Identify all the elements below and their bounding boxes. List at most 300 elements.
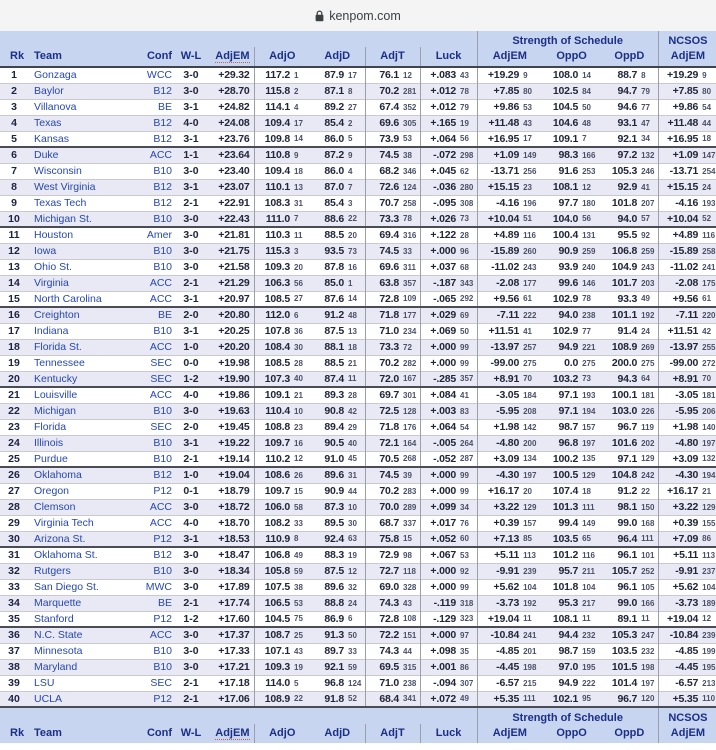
conf-link[interactable]: B12 xyxy=(153,85,172,97)
team-link[interactable]: Gonzaga xyxy=(34,69,77,82)
record-cell: 4-0 xyxy=(183,117,199,129)
luck-value: +.000 xyxy=(430,245,456,257)
ncsos-adjem-rank: 70 xyxy=(702,374,712,384)
adjd-value: 91.8 xyxy=(324,692,344,705)
oppd-rank: 275 xyxy=(637,355,658,371)
col-header-adjo[interactable]: AdjO xyxy=(254,724,310,743)
conf-link[interactable]: B10 xyxy=(153,261,172,273)
conf-link[interactable]: B10 xyxy=(153,325,172,337)
ncsos-adjem-rank: 272 xyxy=(702,358,716,368)
adjt-value: 68.2 xyxy=(379,165,399,177)
team-link[interactable]: Clemson xyxy=(34,501,76,513)
adjt-rank: 268 xyxy=(399,451,420,467)
luck-value: +.012 xyxy=(430,101,456,113)
adjt-value: 72.0 xyxy=(379,372,399,385)
oppo-rank: 14 xyxy=(582,70,591,80)
adjd-rank: 1 xyxy=(344,275,365,291)
team-link[interactable]: Creighton xyxy=(34,309,80,322)
team-cell xyxy=(28,595,136,611)
luck-value: +.064 xyxy=(430,132,456,145)
adjd-value: 87.2 xyxy=(324,149,344,162)
adjd-value: 86.0 xyxy=(324,165,344,177)
adjem-cell: +19.22 xyxy=(208,435,254,451)
adjt-value: 63.8 xyxy=(379,277,399,289)
col-header-wl[interactable]: W-L xyxy=(174,724,208,743)
ncsos-adjem-value: +8.91 xyxy=(672,372,699,385)
adjd-value: 87.6 xyxy=(324,292,344,305)
ncsos-adjem-rank: 54 xyxy=(702,102,712,112)
conf-link[interactable]: SEC xyxy=(150,677,172,689)
adjo-value: 110.1 xyxy=(265,181,290,193)
browser-address-bar[interactable] xyxy=(0,0,716,31)
luck-value: -.187 xyxy=(433,277,456,289)
col-header-adjt[interactable]: AdjT xyxy=(365,724,420,743)
adjt-rank: 124 xyxy=(399,179,420,195)
conf-link[interactable]: B10 xyxy=(153,437,172,449)
col-header-oppo[interactable]: OppO xyxy=(542,724,601,743)
oppo-rank: 275 xyxy=(582,358,596,368)
conf-link[interactable]: ACC xyxy=(149,292,172,305)
team-link[interactable]: Houston xyxy=(34,229,74,242)
conf-link[interactable]: ACC xyxy=(149,517,172,529)
ncsos-adjem-value: +16.95 xyxy=(666,132,699,145)
adjt-value: 69.7 xyxy=(379,389,399,402)
oppo-rank: 129 xyxy=(582,470,596,480)
adjd-rank: 48 xyxy=(344,307,365,323)
oppo-rank: 217 xyxy=(582,598,596,608)
adjd-rank: 40 xyxy=(344,435,365,451)
col-header-conf[interactable]: Conf xyxy=(136,47,174,67)
oppo-value: 100.5 xyxy=(552,469,579,482)
adjo-rank: 17 xyxy=(294,118,303,128)
table-row xyxy=(0,499,716,515)
oppo-value: 91.6 xyxy=(558,165,579,177)
col-header-ncsos-adjem[interactable]: AdjEM xyxy=(658,47,716,67)
rank-cell: 35 xyxy=(8,612,20,625)
luck-rank: 97 xyxy=(456,627,477,643)
conf-link[interactable]: B10 xyxy=(153,245,172,257)
ncsos-adjem-value: +1.09 xyxy=(672,149,699,162)
conf-cell xyxy=(136,515,174,531)
adjem-cell: +29.32 xyxy=(208,67,254,83)
conf-link[interactable]: P12 xyxy=(153,692,172,705)
adjem-cell: +19.04 xyxy=(208,467,254,483)
team-link[interactable]: Texas xyxy=(34,117,62,129)
adjem-cell: +21.29 xyxy=(208,275,254,291)
team-link[interactable]: Virginia xyxy=(34,277,69,289)
luck-rank: 68 xyxy=(456,259,477,275)
group-ncsos: NCSOS xyxy=(658,31,716,47)
adjo-rank: 33 xyxy=(294,518,303,528)
oppd-value: 94.7 xyxy=(617,85,638,97)
adjt-value: 72.5 xyxy=(379,405,399,417)
team-link[interactable]: Oregon xyxy=(34,485,70,497)
adjo-value: 106.3 xyxy=(264,277,290,289)
conf-cell xyxy=(136,195,174,211)
adjd-value: 86.0 xyxy=(324,132,344,145)
team-link[interactable]: Minnesota xyxy=(34,645,83,657)
team-link[interactable]: Michigan xyxy=(34,405,77,417)
conf-link[interactable]: B12 xyxy=(153,469,172,482)
ncsos-adjem-value: -4.80 xyxy=(675,437,699,449)
team-cell xyxy=(28,307,136,323)
adjt-rank: 44 xyxy=(399,643,420,659)
team-link[interactable]: Florida St. xyxy=(34,341,82,353)
oppd-rank: 166 xyxy=(637,595,658,611)
adjd-rank: 45 xyxy=(344,451,365,467)
conf-link[interactable]: B10 xyxy=(153,645,172,657)
sos-adjem-rank: 222 xyxy=(523,310,537,320)
adjem-cell: +18.53 xyxy=(208,531,254,547)
adjt-value: 70.2 xyxy=(379,85,399,97)
sos-adjem-value: -11.02 xyxy=(491,261,520,273)
ncsos-adjem-value: -3.73 xyxy=(675,597,699,609)
col-header-sos-adjem[interactable]: AdjEM xyxy=(477,47,542,67)
team-link[interactable]: Illinois xyxy=(34,437,64,449)
adjt-rank: 341 xyxy=(399,691,420,707)
conf-link[interactable]: BE xyxy=(157,597,172,609)
ncsos-adjem-value: +3.09 xyxy=(672,452,699,465)
team-link[interactable]: Louisville xyxy=(34,389,78,402)
ncsos-adjem-rank: 44 xyxy=(702,118,712,128)
team-link[interactable]: Kentucky xyxy=(34,372,78,385)
ncsos-adjem-rank: 80 xyxy=(702,86,712,96)
ncsos-adjem-rank: 193 xyxy=(702,198,716,208)
team-link[interactable]: LSU xyxy=(34,677,55,689)
col-header-luck[interactable]: Luck xyxy=(420,724,477,743)
sos-adjem-value: +3.22 xyxy=(493,501,520,513)
adjem-cell: +17.60 xyxy=(208,611,254,627)
rank-cell: 25 xyxy=(8,452,20,465)
adjo-rank: 56 xyxy=(294,278,303,288)
conf-cell xyxy=(136,291,174,307)
sos-adjem-value: +11.48 xyxy=(488,117,520,129)
sos-adjem-value: -4.16 xyxy=(496,197,520,209)
sos-adjem-value: -4.45 xyxy=(496,661,520,673)
col-header-oppd[interactable]: OppD xyxy=(601,724,658,743)
col-header-ncsos-adjem[interactable]: AdjEM xyxy=(658,724,716,743)
col-header-team[interactable]: Team xyxy=(28,47,136,67)
team-link[interactable]: Indiana xyxy=(34,325,69,337)
team-link[interactable]: Texas Tech xyxy=(34,197,87,209)
luck-value: -.005 xyxy=(433,437,456,449)
ncsos-adjem-value: -13.97 xyxy=(669,341,699,353)
ncsos-adjem-value: -4.30 xyxy=(675,469,699,482)
adjt-value: 69.0 xyxy=(379,581,399,593)
luck-rank: 69 xyxy=(456,307,477,323)
oppd-rank: 24 xyxy=(637,323,658,339)
ncsos-adjem-rank: 155 xyxy=(702,518,716,528)
table-row xyxy=(0,643,716,659)
luck-value: +.000 xyxy=(430,357,456,369)
conf-cell xyxy=(136,211,174,227)
col-header-adjt[interactable]: AdjT xyxy=(365,47,420,67)
team-link[interactable]: Wisconsin xyxy=(34,165,82,177)
adjd-value: 87.1 xyxy=(324,85,344,97)
conf-link[interactable]: ACC xyxy=(149,389,172,402)
team-link[interactable]: Rutgers xyxy=(34,565,71,577)
conf-link[interactable]: B10 xyxy=(153,452,172,465)
col-header-adjo[interactable]: AdjO xyxy=(254,47,310,67)
oppo-rank: 232 xyxy=(582,630,596,640)
team-link[interactable]: Maryland xyxy=(34,661,78,673)
ncsos-adjem-value: -2.08 xyxy=(675,277,699,289)
col-header-oppo[interactable]: OppO xyxy=(542,47,601,67)
team-link[interactable]: Florida xyxy=(34,421,67,433)
col-header-wl[interactable]: W-L xyxy=(174,47,208,67)
team-link[interactable]: Baylor xyxy=(34,85,64,97)
col-header-adjem[interactable] xyxy=(208,47,254,67)
oppd-rank: 181 xyxy=(637,387,658,403)
adjo-value: 108.2 xyxy=(264,517,290,529)
col-header-luck[interactable]: Luck xyxy=(420,47,477,67)
oppd-value: 101.1 xyxy=(611,309,638,322)
team-cell xyxy=(28,291,136,307)
sos-adjem-rank: 157 xyxy=(523,518,537,528)
adjo-rank: 30 xyxy=(294,342,303,352)
oppd-value: 91.4 xyxy=(617,325,638,337)
conf-link[interactable]: B10 xyxy=(153,405,172,417)
oppd-rank: 34 xyxy=(637,131,658,147)
conf-link[interactable]: B10 xyxy=(153,661,172,673)
conf-link[interactable]: ACC xyxy=(149,629,172,642)
adjd-rank: 7 xyxy=(344,179,365,195)
oppd-value: 101.7 xyxy=(611,277,638,289)
conf-link[interactable]: ACC xyxy=(149,501,172,513)
luck-value: +.067 xyxy=(430,549,456,562)
ncsos-adjem-value: +4.89 xyxy=(672,229,699,242)
oppd-value: 97.1 xyxy=(617,452,638,465)
conf-link[interactable]: Amer xyxy=(146,229,172,242)
conf-cell xyxy=(136,243,174,259)
oppo-rank: 56 xyxy=(582,214,591,224)
rank-cell: 13 xyxy=(8,261,20,273)
conf-link[interactable]: SEC xyxy=(150,372,172,385)
ncsos-adjem-value: -3.05 xyxy=(675,389,699,402)
conf-link[interactable]: B12 xyxy=(153,197,172,209)
team-cell xyxy=(28,627,136,643)
conf-link[interactable]: B12 xyxy=(153,117,172,129)
ncsos-adjem-rank: 254 xyxy=(702,166,716,176)
adjd-value: 85.4 xyxy=(324,197,344,209)
ncsos-adjem-value: +15.15 xyxy=(666,181,699,193)
oppd-value: 93.3 xyxy=(617,292,638,305)
luck-rank: 76 xyxy=(456,515,477,531)
adjo-value: 108.6 xyxy=(264,469,290,482)
team-link[interactable]: Arizona St. xyxy=(34,532,86,545)
conf-link[interactable]: BE xyxy=(157,309,172,322)
adjt-value: 74.5 xyxy=(379,149,399,162)
oppd-rank: 129 xyxy=(637,451,658,467)
col-header-conf[interactable]: Conf xyxy=(136,724,174,743)
team-link[interactable]: UCLA xyxy=(34,692,63,705)
adjt-rank: 311 xyxy=(399,259,420,275)
oppo-rank: 259 xyxy=(582,246,596,256)
oppd-rank: 111 xyxy=(637,531,658,547)
oppd-rank: 22 xyxy=(637,483,658,499)
luck-value: -.285 xyxy=(433,372,456,385)
adjem-cell: +22.43 xyxy=(208,211,254,227)
team-link[interactable]: Kansas xyxy=(34,132,70,145)
ncsos-adjem-rank: 189 xyxy=(702,598,716,608)
col-header-adjem[interactable] xyxy=(208,724,254,743)
rank-cell: 29 xyxy=(8,517,20,529)
team-link[interactable]: Villanova xyxy=(34,101,77,113)
conf-link[interactable]: B10 xyxy=(153,565,172,577)
team-link[interactable]: North Carolina xyxy=(34,292,102,305)
adjd-value: 87.5 xyxy=(324,325,344,337)
record-cell: 2-1 xyxy=(183,597,199,609)
team-link[interactable]: Duke xyxy=(34,149,59,162)
team-link[interactable]: San Diego St. xyxy=(34,581,99,593)
luck-rank: 280 xyxy=(456,179,477,195)
record-cell: 1-1 xyxy=(183,149,199,162)
conf-cell xyxy=(136,323,174,339)
col-header-team[interactable]: Team xyxy=(28,724,136,743)
rank-cell: 8 xyxy=(11,181,17,193)
adjd-value: 96.8 xyxy=(324,677,344,689)
adjd-value: 90.9 xyxy=(324,485,344,497)
oppo-rank: 157 xyxy=(582,422,596,432)
col-header-adjd[interactable]: AdjD xyxy=(310,724,365,743)
col-header-sos-adjem[interactable]: AdjEM xyxy=(477,724,542,743)
adjd-value: 89.3 xyxy=(324,389,344,402)
team-link[interactable]: Tennessee xyxy=(34,357,85,369)
table-row xyxy=(0,451,716,467)
adjt-rank: 337 xyxy=(399,515,420,531)
col-header-adjd[interactable]: AdjD xyxy=(310,47,365,67)
luck-rank: 28 xyxy=(456,227,477,243)
sos-adjem-rank: 9 xyxy=(523,70,528,80)
conf-link[interactable]: P12 xyxy=(153,612,172,625)
sos-adjem-rank: 177 xyxy=(523,278,537,288)
adjo-value: 108.9 xyxy=(264,692,290,705)
ratings-table xyxy=(0,31,716,743)
adjt-rank: 15 xyxy=(399,531,420,547)
conf-link[interactable]: B10 xyxy=(153,165,172,177)
record-cell: 3-0 xyxy=(183,501,199,513)
adjd-value: 89.6 xyxy=(324,581,344,593)
adjd-rank: 29 xyxy=(344,419,365,435)
col-header-rk[interactable]: Rk xyxy=(0,47,28,67)
adjd-rank: 32 xyxy=(344,579,365,595)
ncsos-adjem-value: -6.57 xyxy=(675,677,699,689)
oppd-value: 96.1 xyxy=(617,581,638,593)
record-cell: 3-0 xyxy=(183,245,199,257)
adjo-rank: 18 xyxy=(294,166,303,176)
ncsos-adjem-rank: 61 xyxy=(702,294,712,304)
sos-adjem-rank: 80 xyxy=(523,86,532,96)
team-cell xyxy=(28,147,136,163)
conf-link[interactable]: ACC xyxy=(149,341,172,353)
oppd-rank: 246 xyxy=(637,163,658,179)
conf-link[interactable]: ACC xyxy=(149,277,172,289)
record-cell: 3-1 xyxy=(183,101,199,113)
conf-link[interactable]: P12 xyxy=(153,485,172,497)
adjd-value: 88.3 xyxy=(324,549,344,562)
table-row xyxy=(0,371,716,387)
adjd-rank: 27 xyxy=(344,99,365,115)
team-cell xyxy=(28,67,136,83)
conf-link[interactable]: B10 xyxy=(153,212,172,225)
ncsos-adjem-value: -5.95 xyxy=(675,405,699,417)
conf-link[interactable]: ACC xyxy=(149,149,172,162)
team-link[interactable]: Virginia Tech xyxy=(34,517,94,529)
sos-adjem-value: +9.86 xyxy=(493,101,520,113)
team-link[interactable]: West Virginia xyxy=(34,181,96,193)
rank-cell: 16 xyxy=(8,309,20,322)
adjem-cell: +17.18 xyxy=(208,675,254,691)
adjt-value: 68.7 xyxy=(379,517,399,529)
team-link[interactable]: Purdue xyxy=(34,452,68,465)
adjt-value: 70.5 xyxy=(379,452,399,465)
conf-link[interactable]: P12 xyxy=(153,532,172,545)
conf-link[interactable]: B12 xyxy=(153,549,172,562)
record-cell: 3-1 xyxy=(183,132,199,145)
col-header-rk[interactable]: Rk xyxy=(0,724,28,743)
record-cell: 3-0 xyxy=(183,581,199,593)
team-cell xyxy=(28,403,136,419)
conf-link[interactable]: BE xyxy=(157,101,172,113)
adjo-value: 108.7 xyxy=(264,629,290,642)
team-link[interactable]: Ohio St. xyxy=(34,261,72,273)
luck-rank: 41 xyxy=(456,387,477,403)
team-link[interactable]: Stanford xyxy=(34,612,74,625)
sos-adjem-value: +11.51 xyxy=(488,325,520,337)
adjem-cell: +21.75 xyxy=(208,243,254,259)
conf-cell xyxy=(136,451,174,467)
conf-link[interactable]: B12 xyxy=(153,132,172,145)
adjd-rank: 5 xyxy=(344,131,365,147)
team-link[interactable]: Oklahoma St. xyxy=(34,549,98,562)
adjo-value: 104.5 xyxy=(264,612,290,625)
conf-link[interactable]: SEC xyxy=(150,421,172,433)
adjd-value: 90.5 xyxy=(324,437,344,449)
conf-cell xyxy=(136,531,174,547)
adjo-value: 109.1 xyxy=(264,389,290,402)
adjt-rank: 164 xyxy=(399,435,420,451)
team-cell xyxy=(28,499,136,515)
oppo-value: 109.1 xyxy=(552,132,579,145)
rank-cell: 31 xyxy=(8,549,20,562)
conf-link[interactable]: MWC xyxy=(145,581,172,593)
adjt-value: 71.0 xyxy=(379,325,399,337)
record-cell: 3-0 xyxy=(183,229,199,242)
team-link[interactable]: Iowa xyxy=(34,245,57,257)
team-cell xyxy=(28,275,136,291)
team-link[interactable]: Michigan St. xyxy=(34,212,92,225)
team-cell xyxy=(28,355,136,371)
team-link[interactable]: N.C. State xyxy=(34,629,83,642)
adjt-rank: 315 xyxy=(399,659,420,675)
ncsos-adjem-value: +1.98 xyxy=(672,421,699,433)
adjo-rank: 53 xyxy=(294,598,303,608)
col-header-oppd[interactable]: OppD xyxy=(601,47,658,67)
sos-adjem-value: +7.13 xyxy=(493,532,520,545)
luck-value: +.084 xyxy=(430,389,456,402)
adjd-rank: 20 xyxy=(344,227,365,243)
sos-adjem-rank: 192 xyxy=(523,598,537,608)
conf-link[interactable]: SEC xyxy=(150,357,172,369)
record-cell: 3-0 xyxy=(183,212,199,225)
conf-link[interactable]: WCC xyxy=(146,69,172,82)
team-link[interactable]: Oklahoma xyxy=(34,469,82,482)
sos-adjem-value: +4.89 xyxy=(493,229,520,242)
team-link[interactable]: Marquette xyxy=(34,597,82,609)
oppo-rank: 18 xyxy=(582,486,591,496)
adjem-cell: +19.14 xyxy=(208,451,254,467)
conf-link[interactable]: B12 xyxy=(153,181,172,193)
